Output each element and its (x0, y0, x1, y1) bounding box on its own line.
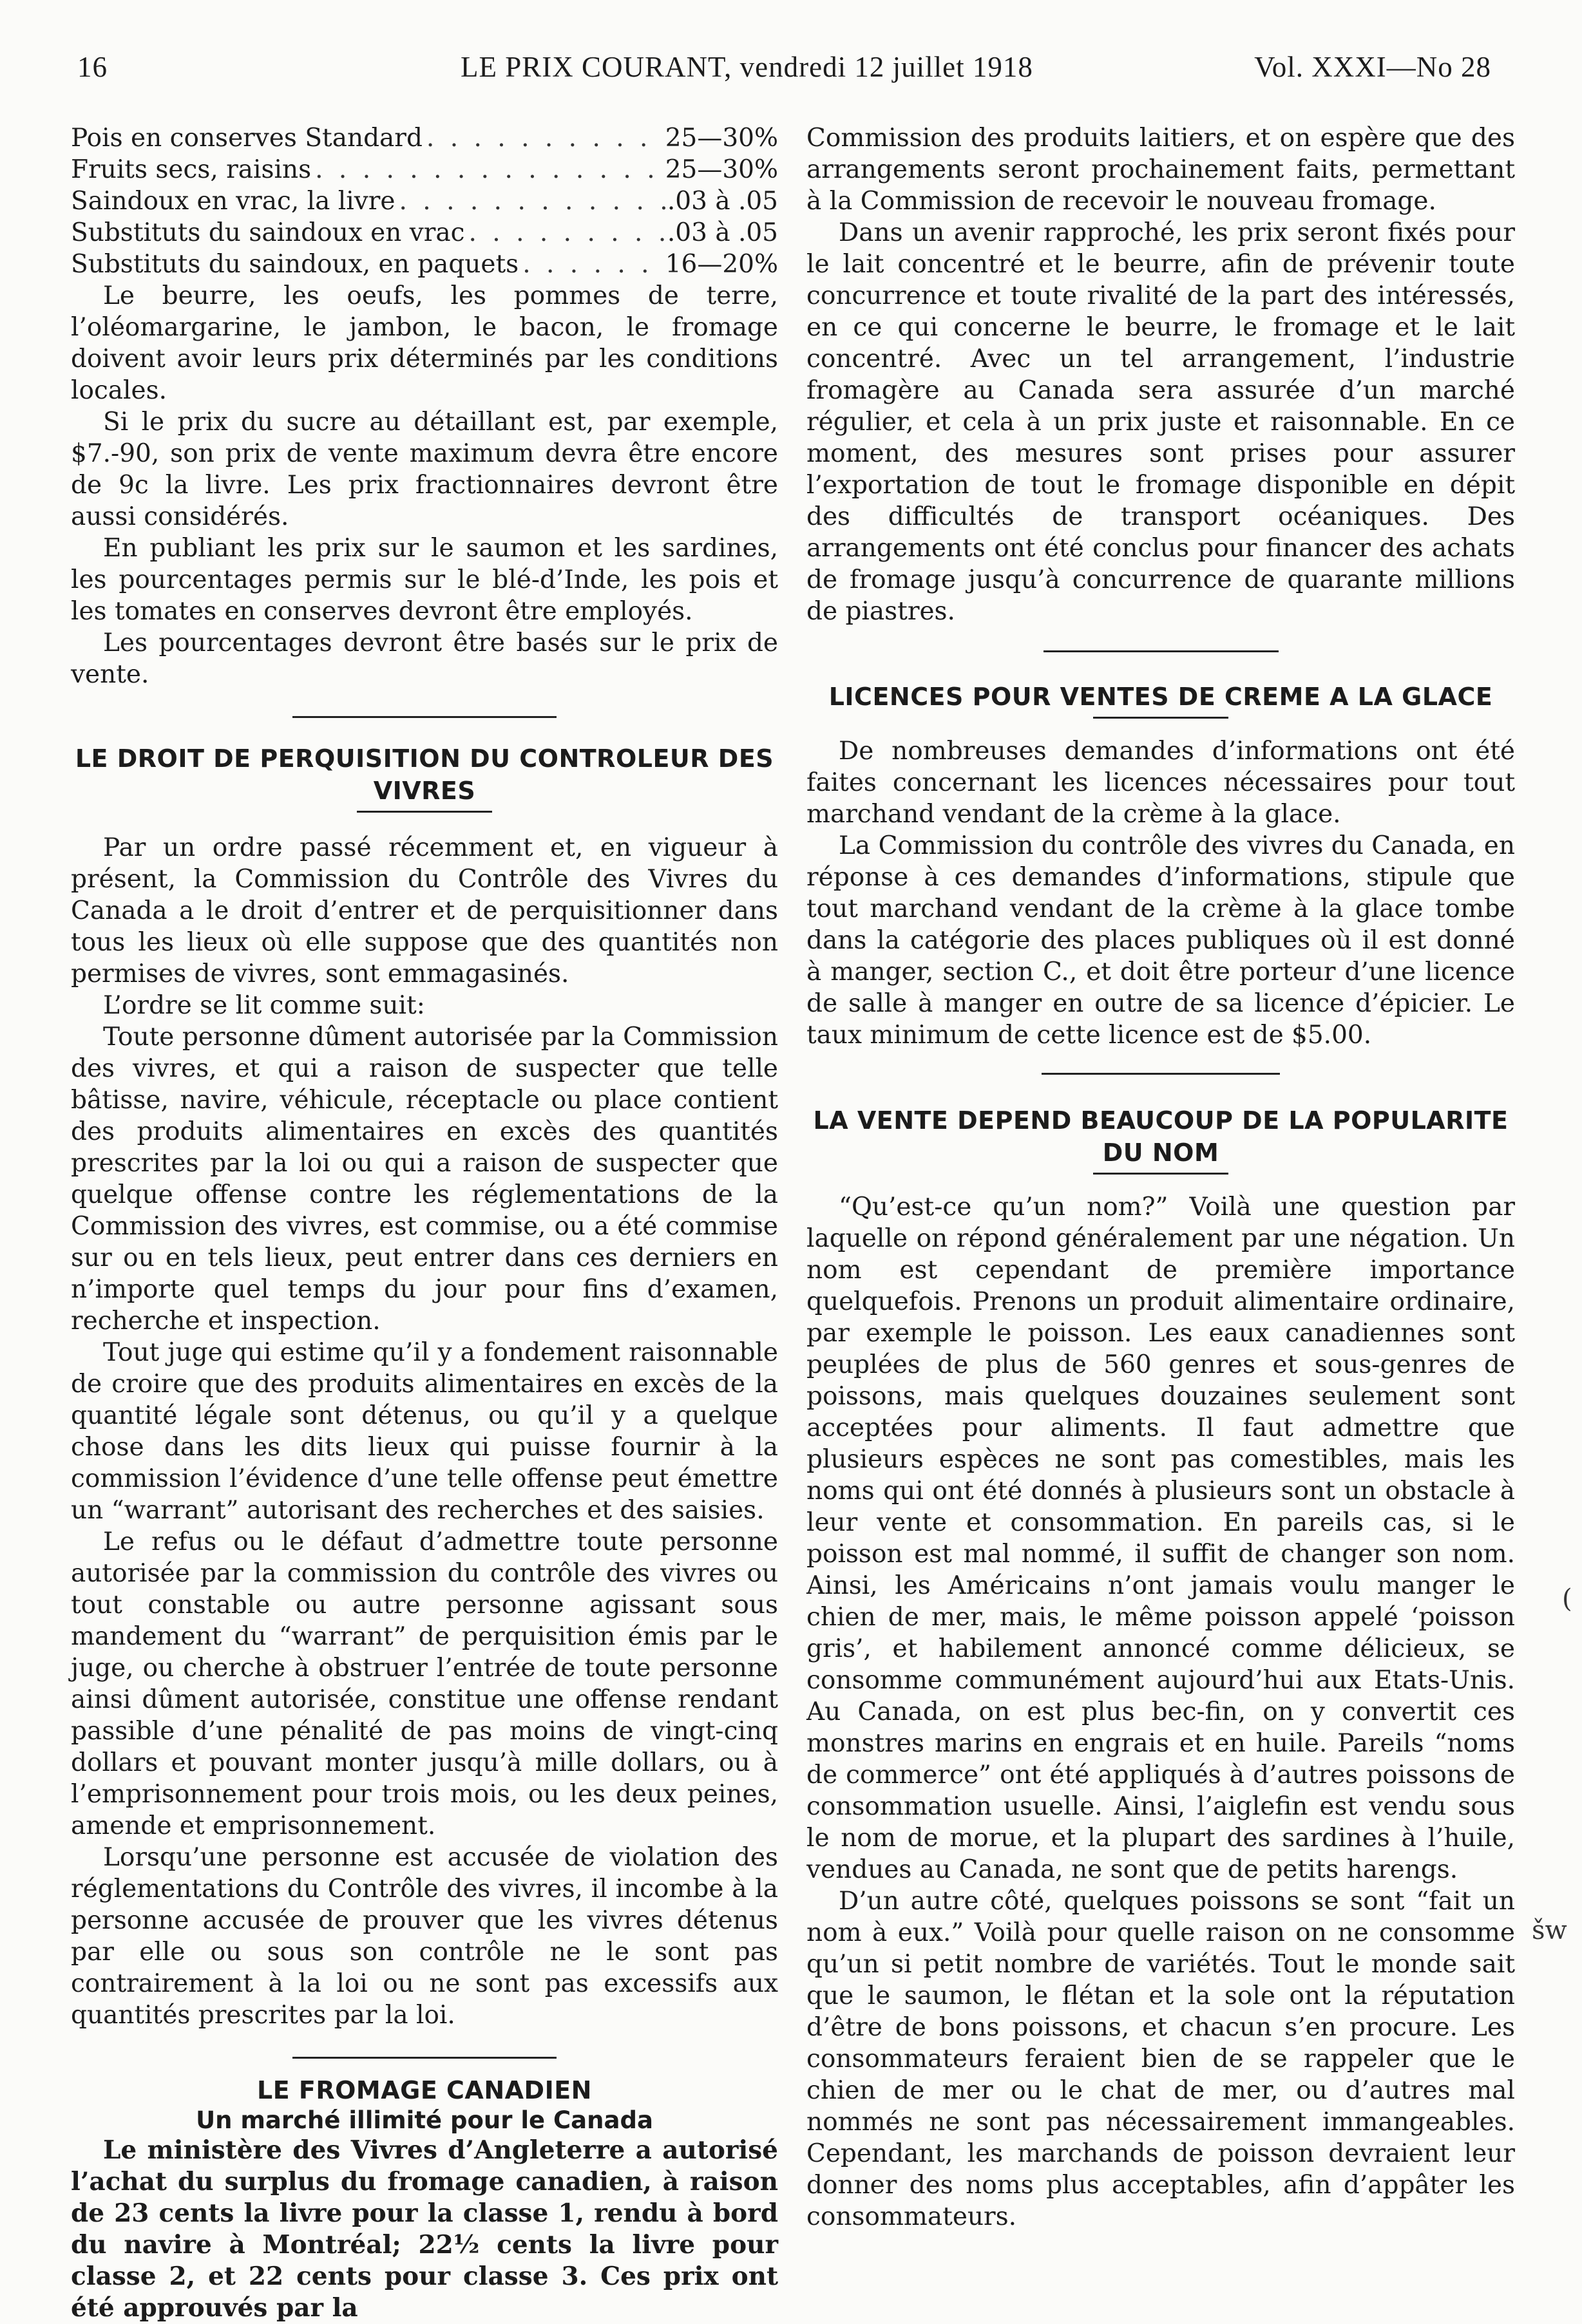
paragraph: Lorsqu’une personne est accusée de violation des réglementations du Contrôle des vivres, il incombe à la personne accusée de prouver que les vivres détenus par elle ou sous son contrôle ne le sont pas contrairement à la loi ou ne sont pas excessifs aux quantités prescrites par la loi. (71, 1843, 778, 2030)
paragraph: D’un autre côté, quelques poissons se sont “fait un nom à eux.” Voilà pour quelle raison on ne consomme qu’un si petit nombre de variétés. Tout le monde sait que le saumon, le flétan et la sole ont la réputation d’être de bons poissons, et chacun s’en procure. Les consommateurs feraient bien de se rappeler que le chien de mer ou le chat de mer, ou d’autres mal nommés ne sont pas nécessairement immangeables. Cependant, les marchands de poisson devraient leur donner des noms plus acceptables, afin d’appâter les consommateurs. (806, 1887, 1515, 2231)
article-title: LE DROIT DE PERQUISITION DU CONTROLEUR DES VIVRES (75, 744, 774, 805)
volume-number: Vol. XXXI—No 28 (1254, 51, 1491, 83)
paragraph: Commission des produits laitiers, et on espère que des arrangements seront prochainement faits, permettant à la Commission de recevoir le nouveau fromage. (806, 124, 1515, 216)
paragraph: Par un ordre passé récemment et, en vigueur à présent, la Commission du Contrôle des Vivres du Canada a le droit d’entrer et de perquisitionner dans tous les lieux où elle suppose que des quantités non permises de vivres, sont emmagasinés. (71, 833, 778, 988)
page-header (71, 50, 1498, 89)
paragraph: “Qu’est-ce qu’un nom?” Voilà une question par laquelle on répond généralement par une négation. Un nom est cependant de première importance quelquefois. Prenons un produit alimentaire ordinaire, par exemple le poisson. Les eaux canadiennes sont peuplées de plus de 560 genres et sous-genres de poissons, mais quelques douzaines seulement sont acceptées pour aliments. Il faut admettre que plusieurs espèces ne sont pas comestibles, mais les noms qui ont été donnés à plusieurs sont un obstacle à leur vente et consommation. En pareils cas, si le poisson est mal nommé, il suffit de changer son nom. Ainsi, les Américains n’ont jamais voulu manger le chien de mer, mais, le même poisson appelé ‘poisson gris’, et habilement annoncé comme délicieux, se consomme communément aujourd’hui aux Etats-Unis. Au Canada, on est plus bec-fin, on y convertit ces monstres marins en engrais et en huile. Pareils “noms de commerce” ont été appliqués à d’autres poissons de consommation usuelle. Ainsi, l’aiglefin est vendu sous le nom de morue, et la plupart des sardines à l’huile, vendues au Canada, ne sont que de petits harengs. (806, 1193, 1515, 1884)
paragraph: Le ministère des Vivres d’Angleterre a autorisé l’achat du surplus du fromage canadien, à raison de 23 cents la livre pour la classe 1, rendu à bord du navire à Montréal; 22½ cents la livre pour classe 2, et 22 cents pour classe 3. Ces prix ont été approuvés par la (71, 2135, 778, 2323)
title-underline (1093, 717, 1228, 719)
price-row: Substituts du saindoux en vrac . . . .03 à .05 (71, 217, 778, 249)
price-row: Fruits secs, raisins . . . 25—30% (71, 154, 778, 185)
section-separator (1042, 1073, 1280, 1075)
article-title: LA VENTE DEPEND BEAUCOUP DE LA POPULARITE DU NOM (813, 1106, 1509, 1167)
paragraph: L’ordre se lit comme suit: (103, 991, 425, 1020)
price-row: Substituts du saindoux, en paquets . . . 16—20% (71, 249, 778, 280)
section-separator (292, 716, 557, 718)
paragraph: Le beurre, les oeufs, les pommes de terre, l’oléomargarine, le jambon, le bacon, le fromage doivent avoir leurs prix déterminés par les conditions locales. (71, 281, 778, 405)
paragraph: En publiant les prix sur le saumon et les sardines, les pourcentages permis sur le blé-d’Inde, les pois et les tomates en conserves devront être employés. (71, 534, 778, 626)
title-underline (1093, 1173, 1228, 1175)
page-number: 16 (77, 51, 108, 83)
paragraph: Les pourcentages devront être basés sur le prix de vente. (71, 628, 778, 689)
margin-mark: šw (1532, 1916, 1567, 1945)
price-row: Pois en conserves Standard . . . 25—30% (71, 122, 778, 154)
paragraph: La Commission du contrôle des vivres du Canada, en réponse à ces demandes d’informations, stipule que tout marchand vendant de la crème à la glace tombe dans la catégorie des places publiques où il est donné à manger, section C., et doit être porteur d’une licence de salle à manger en outre de sa licence d’épicier. Le taux minimum de cette licence est de $5.00. (806, 831, 1515, 1050)
section-separator (292, 2057, 557, 2059)
paragraph: Si le prix du sucre au détaillant est, par exemple, $7.-90, son prix de vente maximum devra être encore de 9c la livre. Les prix fractionnaires devront être aussi considérés. (71, 408, 778, 531)
article-subtitle: Un marché illimité pour le Canada (196, 2106, 653, 2134)
article-title: LICENCES POUR VENTES DE CREME A LA GLACE (828, 683, 1493, 711)
left-column (71, 122, 778, 2324)
paragraph: De nombreuses demandes d’informations ont été faites concernant les licences nécessaires pour tout marchand vendant de la crème à la glace. (806, 737, 1515, 829)
running-title: LE PRIX COURANT, vendredi 12 juillet 1918 (461, 51, 1033, 83)
price-row: Saindoux en vrac, la livre . . . .03 à .05 (71, 185, 778, 217)
right-column (806, 122, 1515, 2233)
paragraph: Dans un avenir rapproché, les prix seront fixés pour le lait concentré et le beurre, afin de prévenir toute concurrence et toute rivalité de la part des intéressés, en ce qui concerne le beurre, le fromage et le lait concentré. Avec un tel arrangement, l’industrie fromagère au Canada sera assurée d’un marché régulier, et cela à un prix juste et raisonnable. En ce moment, des mesures sont prises pour assurer l’exportation de tout le fromage disponible en dépit des difficultés de transport océaniques. Des arrangements ont été conclus pour financer des achats de fromage jusqu’à concurrence de quarante millions de piastres. (806, 218, 1515, 626)
paragraph: Le refus ou le défaut d’admettre toute personne autorisée par la commission du contrôle des vivres ou tout constable ou autre personne agissant sous mandement du “warrant” de perquisition émis par le juge, ou cherche à obstruer l’entrée de toute personne ainsi dûment autorisée, constitue une offense rendant passible d’une pénalité de pas moins de vingt-cinq dollars et pouvant monter jusqu’à mille dollars, ou à l’emprisonnement pour trois mois, ou les deux peines, amende et emprisonnement. (71, 1527, 778, 1840)
price-list (71, 122, 778, 280)
title-underline (357, 811, 492, 813)
section-separator (1044, 650, 1279, 652)
article-title: LE FROMAGE CANADIEN (257, 2076, 592, 2104)
paragraph: Tout juge qui estime qu’il y a fondement raisonnable de croire que des produits alimentaires en excès de la quantité légale sont détenus, ou qu’il y a quelque chose dans les dits lieux qui puisse fournir à la commission l’évidence d’une telle offense peut émettre un “warrant” autorisant des recherches et des saisies. (71, 1338, 778, 1525)
margin-mark: ( (1562, 1584, 1572, 1614)
paragraph: Toute personne dûment autorisée par la Commission des vivres, et qui a raison de suspecter que telle bâtisse, navire, véhicule, réceptacle ou place contient des produits alimentaires en excès des quantités prescrites par la loi ou qui a raison de suspecter que quelque offense contre les réglementations de la Commission des vivres, est commise, ou a été commise sur ou en tels lieux, peut entrer dans ces derniers en n’importe quel temps du jour pour fins d’examen, recherche et inspection. (71, 1023, 778, 1336)
